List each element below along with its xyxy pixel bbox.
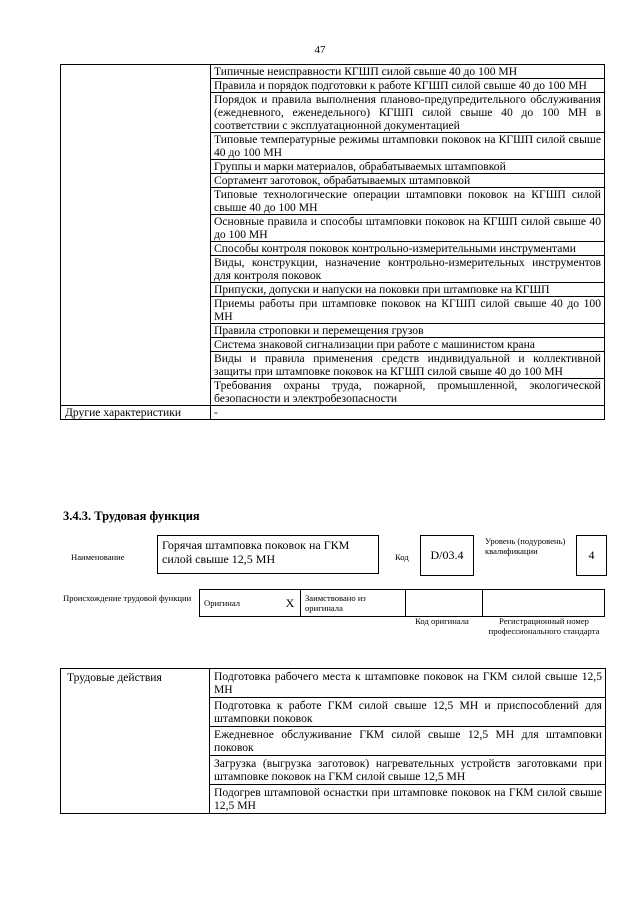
knowledge-item: Сортамент заготовок, обрабатываемых штамповкой	[211, 174, 605, 188]
other-characteristics-label: Другие характеристики	[61, 406, 211, 420]
knowledge-item: Порядок и правила выполнения планово-предупредительного обслуживания (ежедневного, еженедельного) КГШП силой свыше 40 до 100 МН в соответствии с эксплуатационной документацией	[211, 93, 605, 133]
knowledge-item: Требования охраны труда, пожарной, промышленной, экологической безопасности и электробезопасности	[211, 379, 605, 406]
actions-table-body	[61, 669, 606, 814]
section-title: 3.4.3. Трудовая функция	[63, 509, 200, 523]
level-label: Уровень (подуровень) квалификации	[485, 536, 566, 556]
code-original-cell	[406, 590, 483, 617]
origin-label: Происхождение трудовой функции	[63, 593, 192, 603]
knowledge-item: Типовые температурные режимы штамповки поковок на КГШП силой свыше 40 до 100 МН	[211, 133, 605, 160]
action-row	[61, 669, 606, 698]
knowledge-item: Припуски, допуски и напуски на поковки при штамповке на КГШП	[211, 283, 605, 297]
knowledge-item: Типичные неисправности КГШП силой свыше 40 до 100 МН	[211, 65, 605, 79]
action-item: Загрузка (выгрузка заготовок) нагревательных устройств заготовками при штамповке поковок на ГКМ силой свыше 12,5 МН	[210, 756, 606, 785]
action-item: Подогрев штамповой оснастки при штамповке поковок на ГКМ силой свыше 12,5 МН	[210, 785, 606, 814]
reg-number-cell	[483, 590, 605, 617]
qualification-level-box: 4	[576, 535, 607, 576]
function-code-box: D/03.4	[420, 535, 474, 576]
knowledge-item: Правила и порядок подготовки к работе КГШП силой свыше 40 до 100 МН	[211, 79, 605, 93]
page-number: 47	[314, 44, 326, 56]
borrowed-label: Заимствовано из оригинала	[301, 590, 406, 617]
knowledge-item: Способы контроля поковок контрольно-измерительными инструментами	[211, 242, 605, 256]
actions-label: Трудовые действия	[61, 669, 210, 814]
knowledge-item: Группы и марки материалов, обрабатываемых штамповкой	[211, 160, 605, 174]
knowledge-row	[61, 65, 605, 79]
original-label: Оригинал	[200, 590, 281, 617]
knowledge-item: Приемы работы при штамповке поковок на КГШП силой свыше 40 до 100 МН	[211, 297, 605, 324]
reg-number-label: Регистрационный номер профессионального стандарта	[488, 616, 600, 636]
knowledge-item: Виды и правила применения средств индивидуальной и коллективной защиты при штамповке поковок на КГШП силой свыше 40 до 100 МН	[211, 352, 605, 379]
name-label: Наименование	[71, 552, 125, 562]
knowledge-item: Основные правила и способы штамповки поковок на КГШП силой свыше 40 до 100 МН	[211, 215, 605, 242]
knowledge-item: Виды, конструкции, назначение контрольно-измерительных инструментов для контроля поковок	[211, 256, 605, 283]
action-item: Подготовка к работе ГКМ силой свыше 12,5 МН и приспособлений для штамповки поковок	[210, 698, 606, 727]
knowledge-table	[60, 64, 605, 420]
knowledge-item: Система знаковой сигнализации при работе с машинистом крана	[211, 338, 605, 352]
action-item: Подготовка рабочего места к штамповке поковок на ГКМ силой свыше 12,5 МН	[210, 669, 606, 698]
code-label: Код	[395, 552, 409, 562]
original-mark: X	[280, 590, 301, 617]
knowledge-item: Типовые технологические операции штамповки поковок на КГШП силой свыше 40 до 100 МН	[211, 188, 605, 215]
other-characteristics-row	[61, 406, 605, 420]
knowledge-label-cell	[61, 65, 211, 406]
origin-table	[199, 589, 605, 617]
other-characteristics-value: -	[211, 406, 605, 420]
action-item: Ежедневное обслуживание ГКМ силой свыше 12,5 МН для штамповки поковок	[210, 727, 606, 756]
code-original-label: Код оригинала	[415, 616, 469, 626]
knowledge-table-body	[61, 65, 605, 420]
actions-table	[60, 668, 606, 814]
knowledge-item: Правила строповки и перемещения грузов	[211, 324, 605, 338]
function-name-box: Горячая штамповка поковок на ГКМ силой свыше 12,5 МН	[157, 535, 379, 574]
